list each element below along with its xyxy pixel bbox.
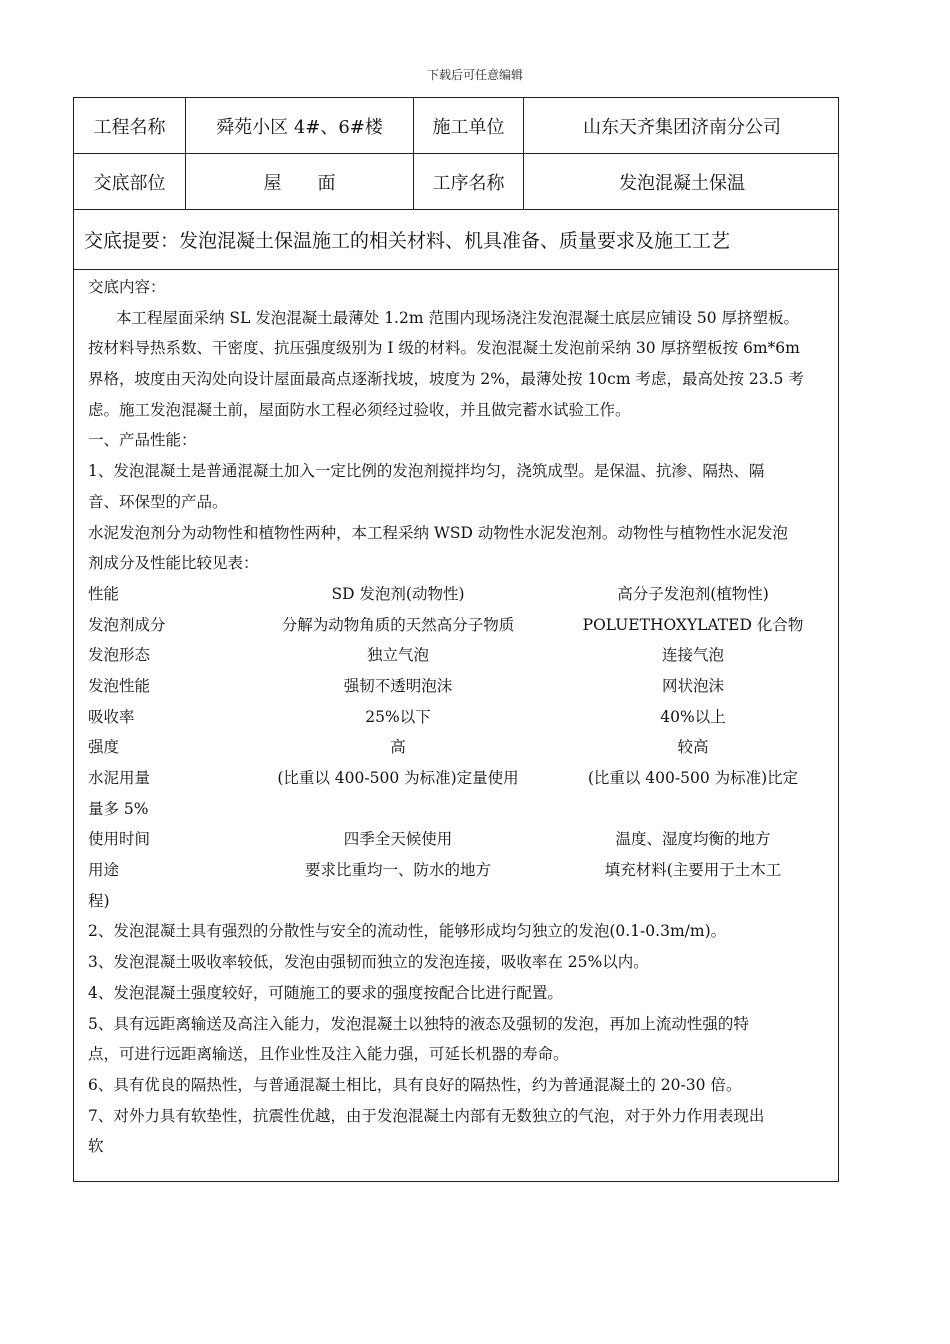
point-line: 4、发泡混凝土强度较好，可随施工的要求的强度按配合比进行配置。: [88, 983, 563, 1002]
compare-plant: POLUETHOXYLATED 化合物: [582, 615, 804, 634]
compare-plant: (比重以 400-500 为标准)比定: [587, 769, 799, 787]
point-line: 7、对外力具有软垫性，抗震性优越，由于发泡混凝土内部有无数独立的气泡，对于外力作用表现出: [88, 1106, 765, 1125]
compare-animal: 分解为动物角质的天然高分子物质: [281, 615, 515, 634]
label-project-name: 工程名称: [74, 98, 186, 153]
compare-row: [88, 610, 824, 641]
compare-plant: 连接气泡: [661, 646, 724, 665]
compare-animal: 四季全天候使用: [343, 830, 453, 849]
compare-plant: 温度、湿度均衡的地方: [615, 830, 771, 849]
paragraph-line: 1、发泡混凝土是普通混凝土加入一定比例的发泡剂搅拌均匀，浇筑成型。是保温、抗渗、隔热、隔: [88, 462, 765, 481]
value-project-name: 舜苑小区 4#、6#楼: [186, 98, 414, 153]
compare-plant: 高分子发泡剂(植物性): [617, 584, 769, 603]
compare-property: 发泡性能: [88, 676, 151, 695]
compare-plant: 填充材料(主要用于土木工: [604, 861, 782, 880]
content-section: [74, 270, 838, 1162]
point-line: 点，可进行远距离输送，且作业性及注入能力强，可延长机器的寿命。: [88, 1045, 569, 1064]
intro-line: 按材料导热系数、干密度、抗压强度级别为 I 级的材料。发泡混凝土发泡前采纳 30 厚挤塑板按 6m*6m: [88, 339, 800, 358]
point-line: 6、具有优良的隔热性，与普通混凝土相比，具有良好的隔热性，约为普通混凝土的 20-30 倍。: [88, 1075, 742, 1094]
compare-row: [88, 702, 824, 733]
paragraph-line: 水泥发泡剂分为动物性和植物性两种，本工程采纳 WSD 动物性水泥发泡剂。动物性与植物性水泥发泡: [88, 523, 788, 542]
compare-wrap: 程): [88, 891, 110, 910]
form-row-location: [74, 154, 838, 210]
compare-row: [88, 640, 824, 671]
compare-animal: (比重以 400-500 为标准)定量使用: [277, 769, 519, 787]
point-line: 5、具有远距离输送及高注入能力，发泡混凝土以独特的液态及强韧的发泡，再加上流动性强的特: [88, 1014, 749, 1033]
label-process: 工序名称: [414, 154, 524, 209]
compare-wrap: 量多 5%: [88, 799, 149, 818]
point-line: 3、发泡混凝土吸收率较低，发泡由强韧而独立的发泡连接，吸收率在 25%以内。: [88, 953, 649, 972]
form-row-project: [74, 98, 838, 154]
compare-property: 吸收率: [88, 707, 135, 726]
intro-line: 界格，坡度由天沟处向设计屋面最高点逐渐找坡，坡度为 2%，最薄处按 10cm 考虑，最高处按 23.5 考: [88, 370, 804, 389]
compare-property: 水泥用量: [88, 769, 151, 787]
paragraph-line: 音、环保型的产品。: [88, 492, 228, 511]
compare-plant: 较高: [677, 738, 709, 757]
label-contractor: 施工单位: [414, 98, 524, 153]
value-contractor: 山东天齐集团济南分公司: [583, 116, 781, 138]
compare-row: [88, 732, 824, 763]
value-location: 屋 面: [186, 154, 414, 209]
page-header-note: 下载后可任意编辑: [426, 68, 523, 82]
intro-line: 虑。施工发泡混凝土前，屋面防水工程必须经过验收，并且做完蓄水试验工作。: [88, 400, 631, 419]
handover-form: [73, 97, 839, 1182]
compare-row: [88, 579, 824, 610]
compare-row: [88, 763, 824, 794]
compare-property: 使用时间: [88, 830, 151, 849]
compare-property: 用途: [88, 861, 120, 880]
compare-row: [88, 855, 824, 886]
compare-animal: 独立气泡: [366, 646, 429, 665]
compare-property: 发泡形态: [88, 646, 151, 665]
compare-plant: 40%以上: [660, 707, 726, 726]
compare-animal: 25%以下: [365, 707, 431, 726]
summary-text: 交底提要：发泡混凝土保温施工的相关材料、机具准备、质量要求及施工工艺: [84, 230, 731, 252]
compare-row: [88, 671, 824, 702]
compare-property: 发泡剂成分: [88, 615, 166, 634]
compare-animal: 强韧不透明泡沫: [343, 676, 453, 695]
compare-animal: 高: [390, 738, 406, 757]
content-label: 交底内容：: [88, 278, 166, 296]
compare-animal: SD 发泡剂(动物性): [331, 584, 465, 603]
label-location: 交底部位: [74, 154, 186, 209]
compare-plant: 网状泡沫: [661, 676, 724, 695]
form-row-summary: [74, 210, 838, 270]
compare-animal: 要求比重均一、防水的地方: [304, 861, 491, 880]
point-line: 2、发泡混凝土具有强烈的分散性与安全的流动性，能够形成均匀独立的发泡(0.1-0.3m/m)。: [88, 922, 727, 941]
intro-line: 本工程屋面采纳 SL 发泡混凝土最薄处 1.2m 范围内现场浇注发泡混凝土底层应铺设 50 厚挤塑板。: [116, 308, 800, 327]
point-line: 软: [88, 1137, 104, 1156]
section-heading: 一、产品性能：: [88, 431, 197, 450]
value-process: 发泡混凝土保温: [619, 172, 745, 194]
compare-property: 性能: [88, 584, 120, 603]
paragraph-line: 剂成分及性能比较见表：: [88, 554, 259, 573]
compare-property: 强度: [88, 738, 120, 757]
compare-row: [88, 824, 824, 855]
